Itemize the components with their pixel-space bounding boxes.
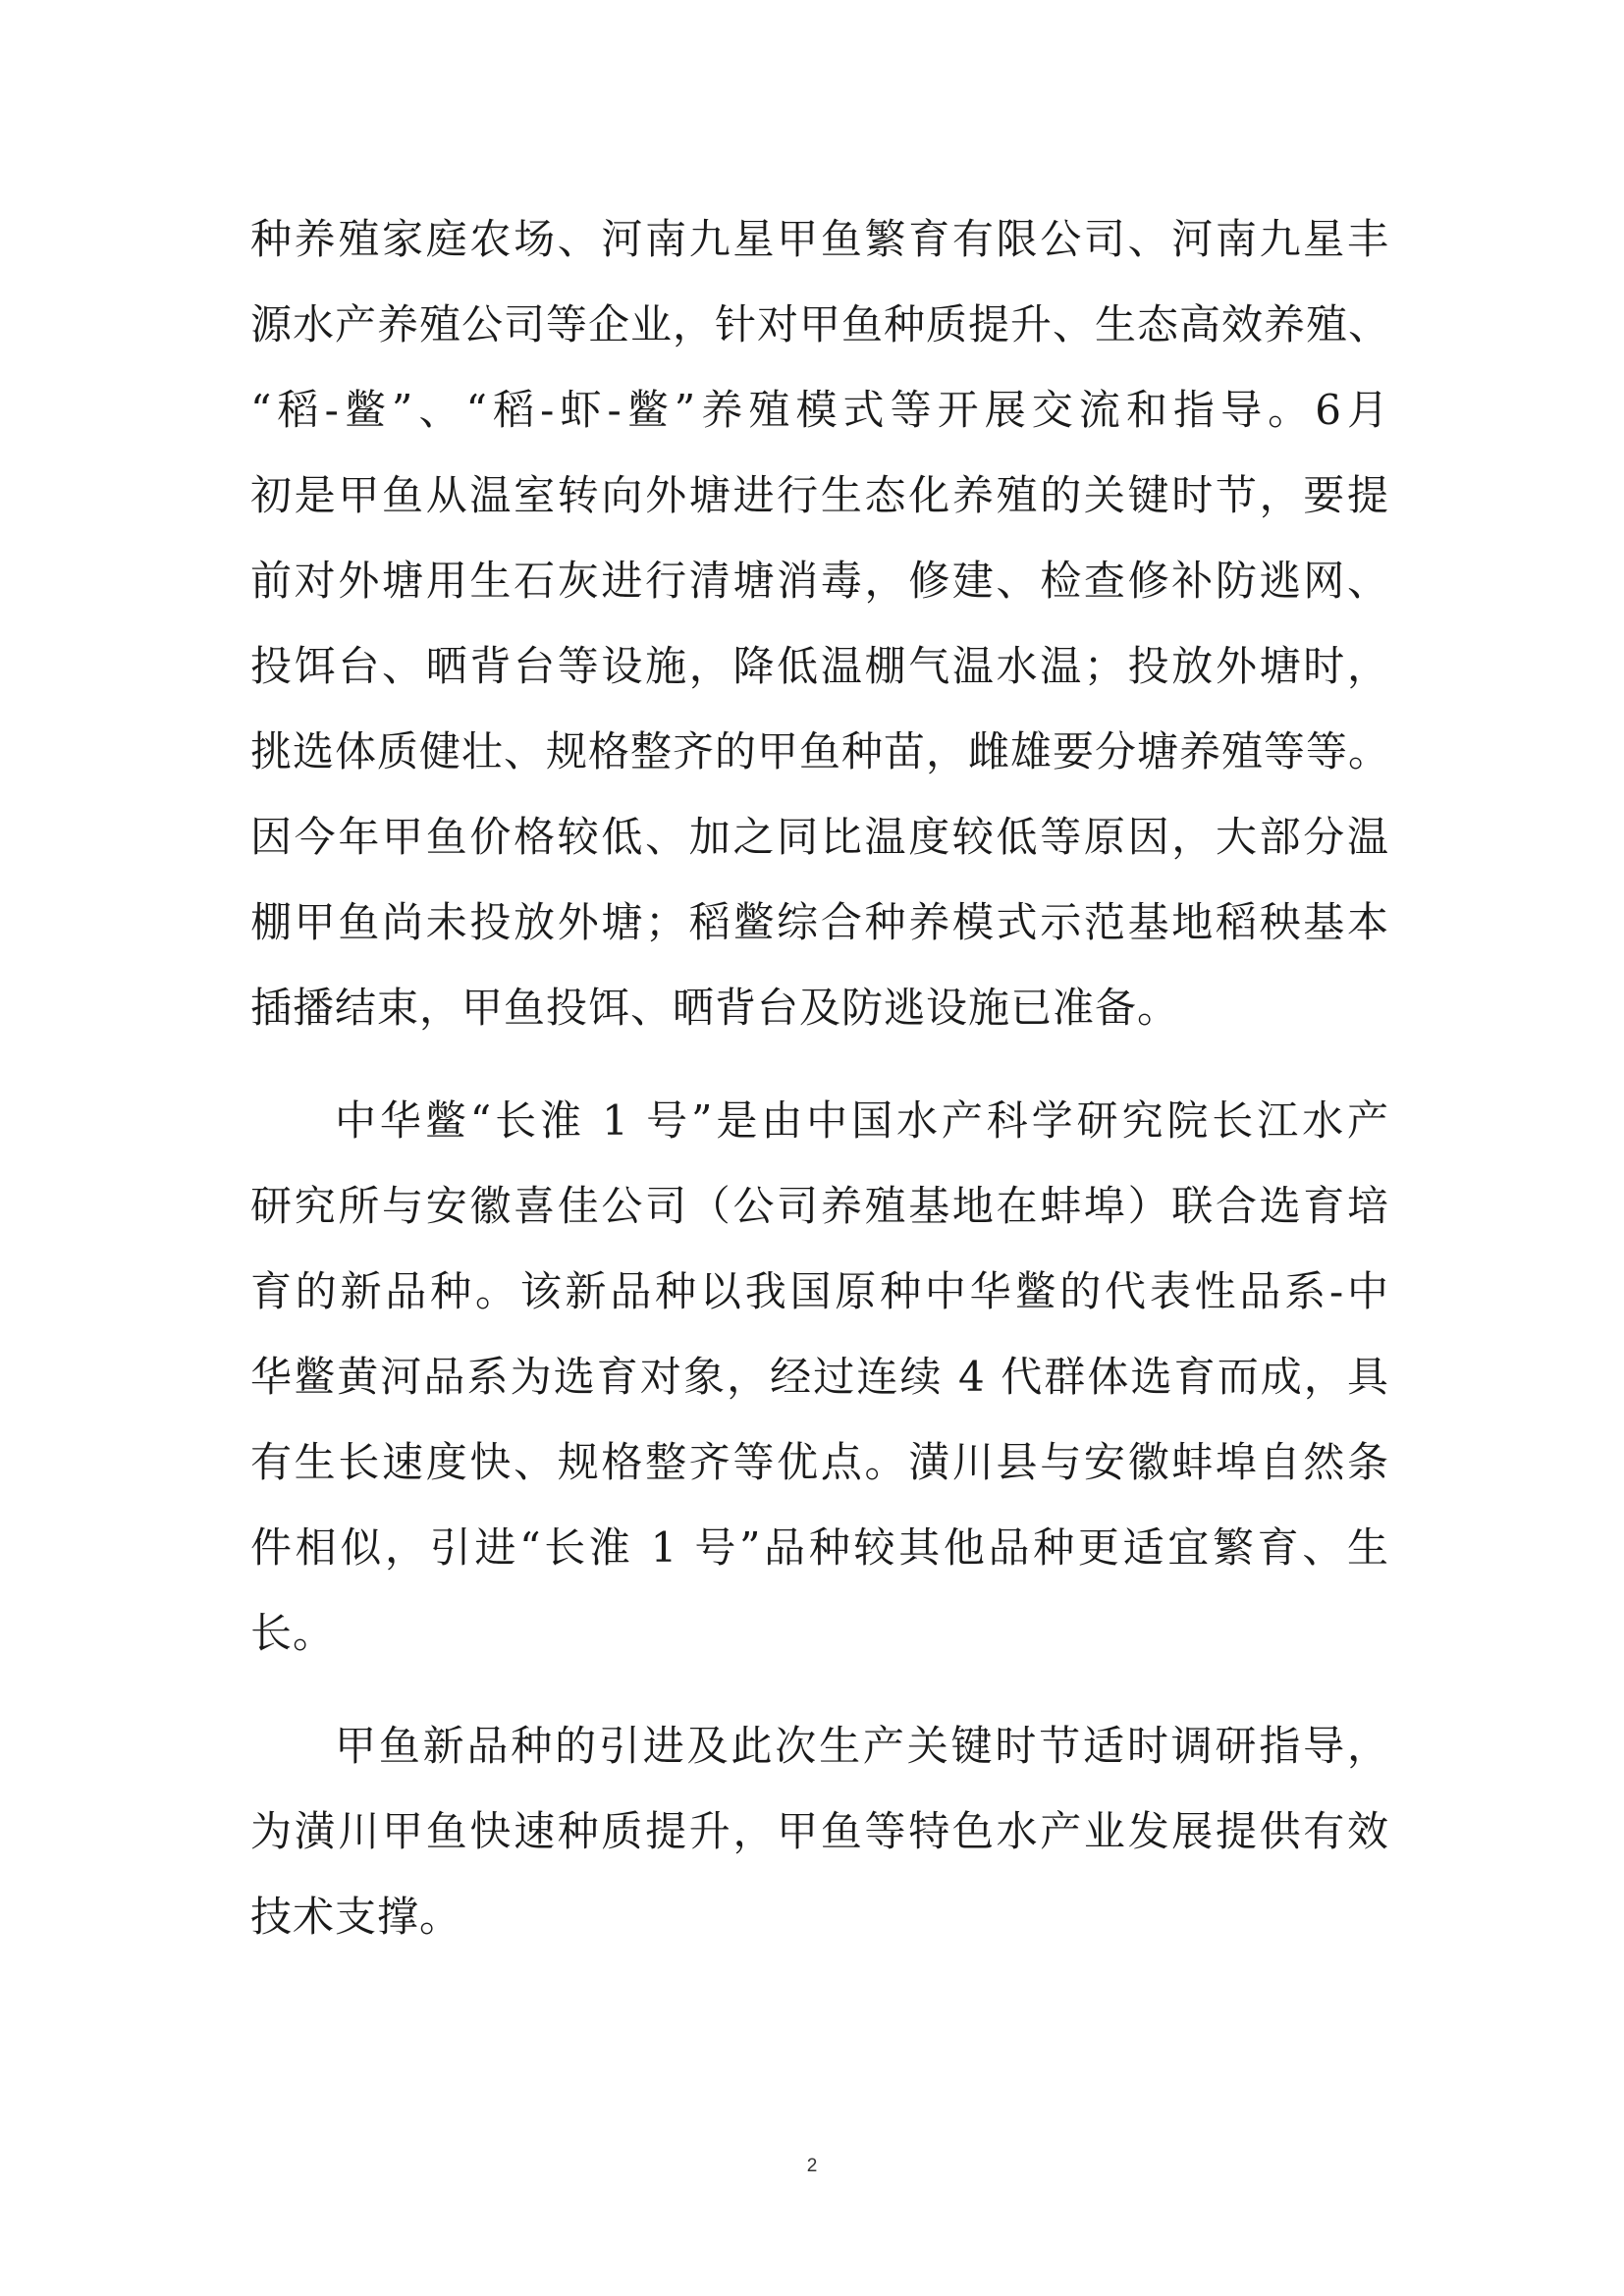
text-line: 棚甲鱼尚未投放外塘；稻鳖综合种养模式示范基地稻秧基本: [250, 898, 1389, 946]
text-line: 华鳖黄河品系为选育对象，经过连续 4 代群体选育而成，具: [250, 1353, 1389, 1401]
text-line: 件相似，引进“长淮 1 号”品种较其他品种更适宜繁育、生: [250, 1523, 1389, 1572]
text-line: 中华鳖“长淮 1 号”是由中国水产科学研究院长江水产: [335, 1096, 1389, 1145]
paragraph-spacer: [250, 1676, 1389, 1703]
text-line: 甲鱼新品种的引进及此次生产关键时节适时调研指导，: [335, 1722, 1389, 1770]
paragraph-1: [250, 196, 1389, 1050]
text-line: 挑选体质健壮、规格整齐的甲鱼种苗，雌雄要分塘养殖等等。: [250, 727, 1391, 775]
text-line: 育的新品种。该新品种以我国原种中华鳖的代表性品系-中: [250, 1267, 1389, 1315]
paragraph-3: [250, 1703, 1389, 1959]
text-line: 初是甲鱼从温室转向外塘进行生态化养殖的关键时节，要提: [250, 471, 1389, 519]
text-line: 长。: [250, 1609, 336, 1657]
paragraph-spacer: [250, 1050, 1389, 1078]
text-line: 为潢川甲鱼快速种质提升，甲鱼等特色水产业发展提供有效: [250, 1807, 1389, 1855]
text-line: “稻-鳖”、“稻-虾-鳖”养殖模式等开展交流和指导。6月: [250, 386, 1389, 434]
text-line: 研究所与安徽喜佳公司（公司养殖基地在蚌埠）联合选育培: [250, 1182, 1389, 1230]
text-line: 技术支撑。: [250, 1893, 462, 1941]
text-line: 投饵台、晒背台等设施，降低温棚气温水温；投放外塘时，: [250, 642, 1389, 690]
text-line: 插播结束，甲鱼投饵、晒背台及防逃设施已准备。: [250, 984, 1180, 1032]
text-line: 种养殖家庭农场、河南九星甲鱼繁育有限公司、河南九星丰: [250, 215, 1389, 263]
text-line: 源水产养殖公司等企业，针对甲鱼种质提升、生态高效养殖、: [250, 300, 1391, 348]
text-line: 前对外塘用生石灰进行清塘消毒，修建、检查修补防逃网、: [250, 557, 1389, 605]
text-line: 因今年甲鱼价格较低、加之同比温度较低等原因，大部分温: [250, 813, 1389, 861]
body-text: [250, 196, 1389, 1959]
text-line: 有生长速度快、规格整齐等优点。潢川县与安徽蚌埠自然条: [250, 1438, 1389, 1486]
paragraph-2: [250, 1078, 1389, 1676]
page-number: 2: [806, 2156, 818, 2176]
